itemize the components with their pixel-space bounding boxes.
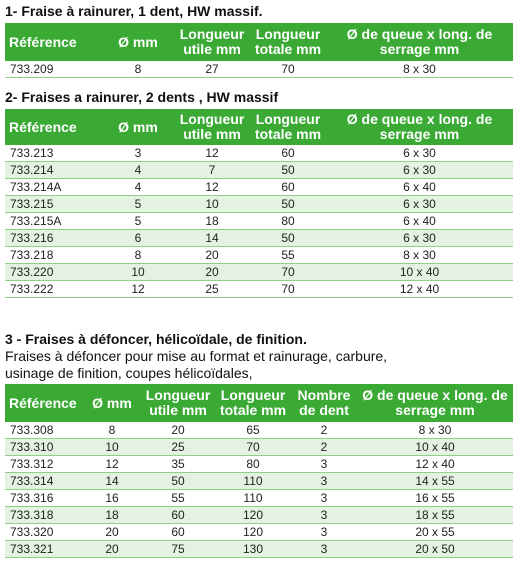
table-row [5, 230, 513, 247]
table-cell: 60 [250, 145, 326, 162]
table-cell: 25 [141, 439, 215, 456]
table-row [5, 179, 513, 196]
header-shank: Ø de queue x long. de serrage mm [357, 384, 513, 422]
table-cell: 5 [102, 213, 174, 230]
table-row [5, 281, 513, 298]
header-useful-length: Longueur utile mm [141, 384, 215, 422]
table-row [5, 507, 513, 524]
table-row [5, 524, 513, 541]
table-cell: 16 [83, 490, 141, 507]
section3-header-row [5, 384, 513, 422]
table-cell: 733.314 [5, 473, 83, 490]
table-cell: 3 [291, 524, 357, 541]
table-cell: 14 [174, 230, 250, 247]
table-cell: 70 [215, 439, 291, 456]
header-shank: Ø de queue x long. de serrage mm [326, 23, 513, 61]
header-total-length: Longueur totale mm [215, 384, 291, 422]
table-cell: 70 [250, 61, 326, 78]
table-cell: 10 [174, 196, 250, 213]
header-shank: Ø de queue x long. de serrage mm [326, 109, 513, 145]
section3-table [5, 384, 513, 558]
table-cell: 120 [215, 524, 291, 541]
table-cell: 10 [102, 264, 174, 281]
table-cell: 6 [102, 230, 174, 247]
table-row [5, 61, 513, 78]
table-cell: 110 [215, 473, 291, 490]
table-row [5, 473, 513, 490]
table-cell: 20 [83, 524, 141, 541]
header-diameter: Ø mm [83, 384, 141, 422]
section1-table [5, 23, 513, 78]
table-cell: 3 [291, 490, 357, 507]
section2-table [5, 109, 513, 298]
table-cell: 60 [250, 179, 326, 196]
table-cell: 733.320 [5, 524, 83, 541]
table-row [5, 439, 513, 456]
table-cell: 60 [141, 524, 215, 541]
table-cell: 733.308 [5, 422, 83, 439]
table-cell: 733.316 [5, 490, 83, 507]
table-cell: 3 [291, 456, 357, 473]
table-cell: 733.312 [5, 456, 83, 473]
table-row [5, 196, 513, 213]
table-row [5, 541, 513, 558]
table-cell: 20 [174, 264, 250, 281]
table-cell: 6 x 30 [326, 230, 513, 247]
table-row [5, 456, 513, 473]
table-row [5, 162, 513, 179]
table-row [5, 213, 513, 230]
table-row [5, 422, 513, 439]
table-cell: 10 x 40 [326, 264, 513, 281]
table-cell: 25 [174, 281, 250, 298]
table-row [5, 247, 513, 264]
table-cell: 18 [174, 213, 250, 230]
table-row [5, 264, 513, 281]
table-cell: 7 [174, 162, 250, 179]
table-cell: 75 [141, 541, 215, 558]
table-cell: 733.215 [5, 196, 102, 213]
table-cell: 35 [141, 456, 215, 473]
section3-description-line1: Fraises à défoncer pour mise au format et rainurage, carbure, [5, 348, 388, 364]
table-cell: 130 [215, 541, 291, 558]
table-cell: 50 [141, 473, 215, 490]
table-cell: 733.218 [5, 247, 102, 264]
section3-description-line2: usinage de finition, coupes hélicoïdales, [5, 365, 253, 381]
table-cell: 20 [141, 422, 215, 439]
table-cell: 8 [83, 422, 141, 439]
table-cell: 10 x 40 [357, 439, 513, 456]
table-cell: 8 x 30 [326, 61, 513, 78]
header-total-length: Longueur totale mm [250, 109, 326, 145]
table-cell: 55 [141, 490, 215, 507]
table-cell: 80 [215, 456, 291, 473]
table-cell: 8 x 30 [326, 247, 513, 264]
table-cell: 4 [102, 179, 174, 196]
table-cell: 50 [250, 230, 326, 247]
header-useful-length: Longueur utile mm [174, 109, 250, 145]
table-cell: 733.216 [5, 230, 102, 247]
table-cell: 8 [102, 247, 174, 264]
table-cell: 3 [291, 473, 357, 490]
table-cell: 14 x 55 [357, 473, 513, 490]
table-cell: 65 [215, 422, 291, 439]
section1-header-row [5, 23, 513, 61]
table-cell: 16 x 55 [357, 490, 513, 507]
table-cell: 120 [215, 507, 291, 524]
table-cell: 4 [102, 162, 174, 179]
table-cell: 70 [250, 281, 326, 298]
table-cell: 18 x 55 [357, 507, 513, 524]
header-diameter: Ø mm [102, 23, 174, 61]
table-cell: 5 [102, 196, 174, 213]
table-cell: 8 x 30 [357, 422, 513, 439]
table-cell: 10 [83, 439, 141, 456]
table-cell: 20 [174, 247, 250, 264]
table-cell: 6 x 40 [326, 179, 513, 196]
header-total-length: Longueur totale mm [250, 23, 326, 61]
table-cell: 3 [291, 507, 357, 524]
section3-title: 3 - Fraises à défoncer, hélicoïdale, de finition. [5, 331, 307, 347]
table-cell: 6 x 30 [326, 145, 513, 162]
table-cell: 70 [250, 264, 326, 281]
table-cell: 60 [141, 507, 215, 524]
table-cell: 2 [291, 439, 357, 456]
table-cell: 733.209 [5, 61, 102, 78]
table-cell: 50 [250, 196, 326, 213]
table-row [5, 490, 513, 507]
header-useful-length: Longueur utile mm [174, 23, 250, 61]
table-cell: 12 x 40 [357, 456, 513, 473]
table-cell: 6 x 30 [326, 196, 513, 213]
table-cell: 3 [291, 541, 357, 558]
table-cell: 733.220 [5, 264, 102, 281]
table-cell: 12 [174, 145, 250, 162]
header-reference: Référence [5, 384, 83, 422]
table-cell: 733.214A [5, 179, 102, 196]
table-cell: 110 [215, 490, 291, 507]
table-cell: 12 x 40 [326, 281, 513, 298]
table-cell: 733.213 [5, 145, 102, 162]
table-cell: 20 x 50 [357, 541, 513, 558]
table-cell: 50 [250, 162, 326, 179]
table-row [5, 145, 513, 162]
header-teeth-count: Nombre de dent [291, 384, 357, 422]
table-cell: 20 [83, 541, 141, 558]
table-cell: 6 x 30 [326, 162, 513, 179]
section2-header-row [5, 109, 513, 145]
table-cell: 14 [83, 473, 141, 490]
header-reference: Référence [5, 23, 102, 61]
section1-title: 1- Fraise à rainurer, 1 dent, HW massif. [5, 3, 263, 19]
header-reference: Référence [5, 109, 102, 145]
table-cell: 18 [83, 507, 141, 524]
table-cell: 55 [250, 247, 326, 264]
table-cell: 733.222 [5, 281, 102, 298]
table-cell: 6 x 40 [326, 213, 513, 230]
table-cell: 733.214 [5, 162, 102, 179]
table-cell: 733.318 [5, 507, 83, 524]
table-cell: 2 [291, 422, 357, 439]
table-cell: 20 x 55 [357, 524, 513, 541]
table-cell: 733.321 [5, 541, 83, 558]
table-cell: 733.310 [5, 439, 83, 456]
header-diameter: Ø mm [102, 109, 174, 145]
table-cell: 80 [250, 213, 326, 230]
table-cell: 8 [102, 61, 174, 78]
table-cell: 733.215A [5, 213, 102, 230]
table-cell: 12 [102, 281, 174, 298]
table-cell: 3 [102, 145, 174, 162]
section2-table-body [5, 145, 513, 298]
section2-title: 2- Fraises a rainurer, 2 dents , HW massif [5, 89, 279, 105]
section3-table-body [5, 422, 513, 558]
section1-table-body [5, 61, 513, 78]
table-cell: 27 [174, 61, 250, 78]
table-cell: 12 [174, 179, 250, 196]
table-cell: 12 [83, 456, 141, 473]
